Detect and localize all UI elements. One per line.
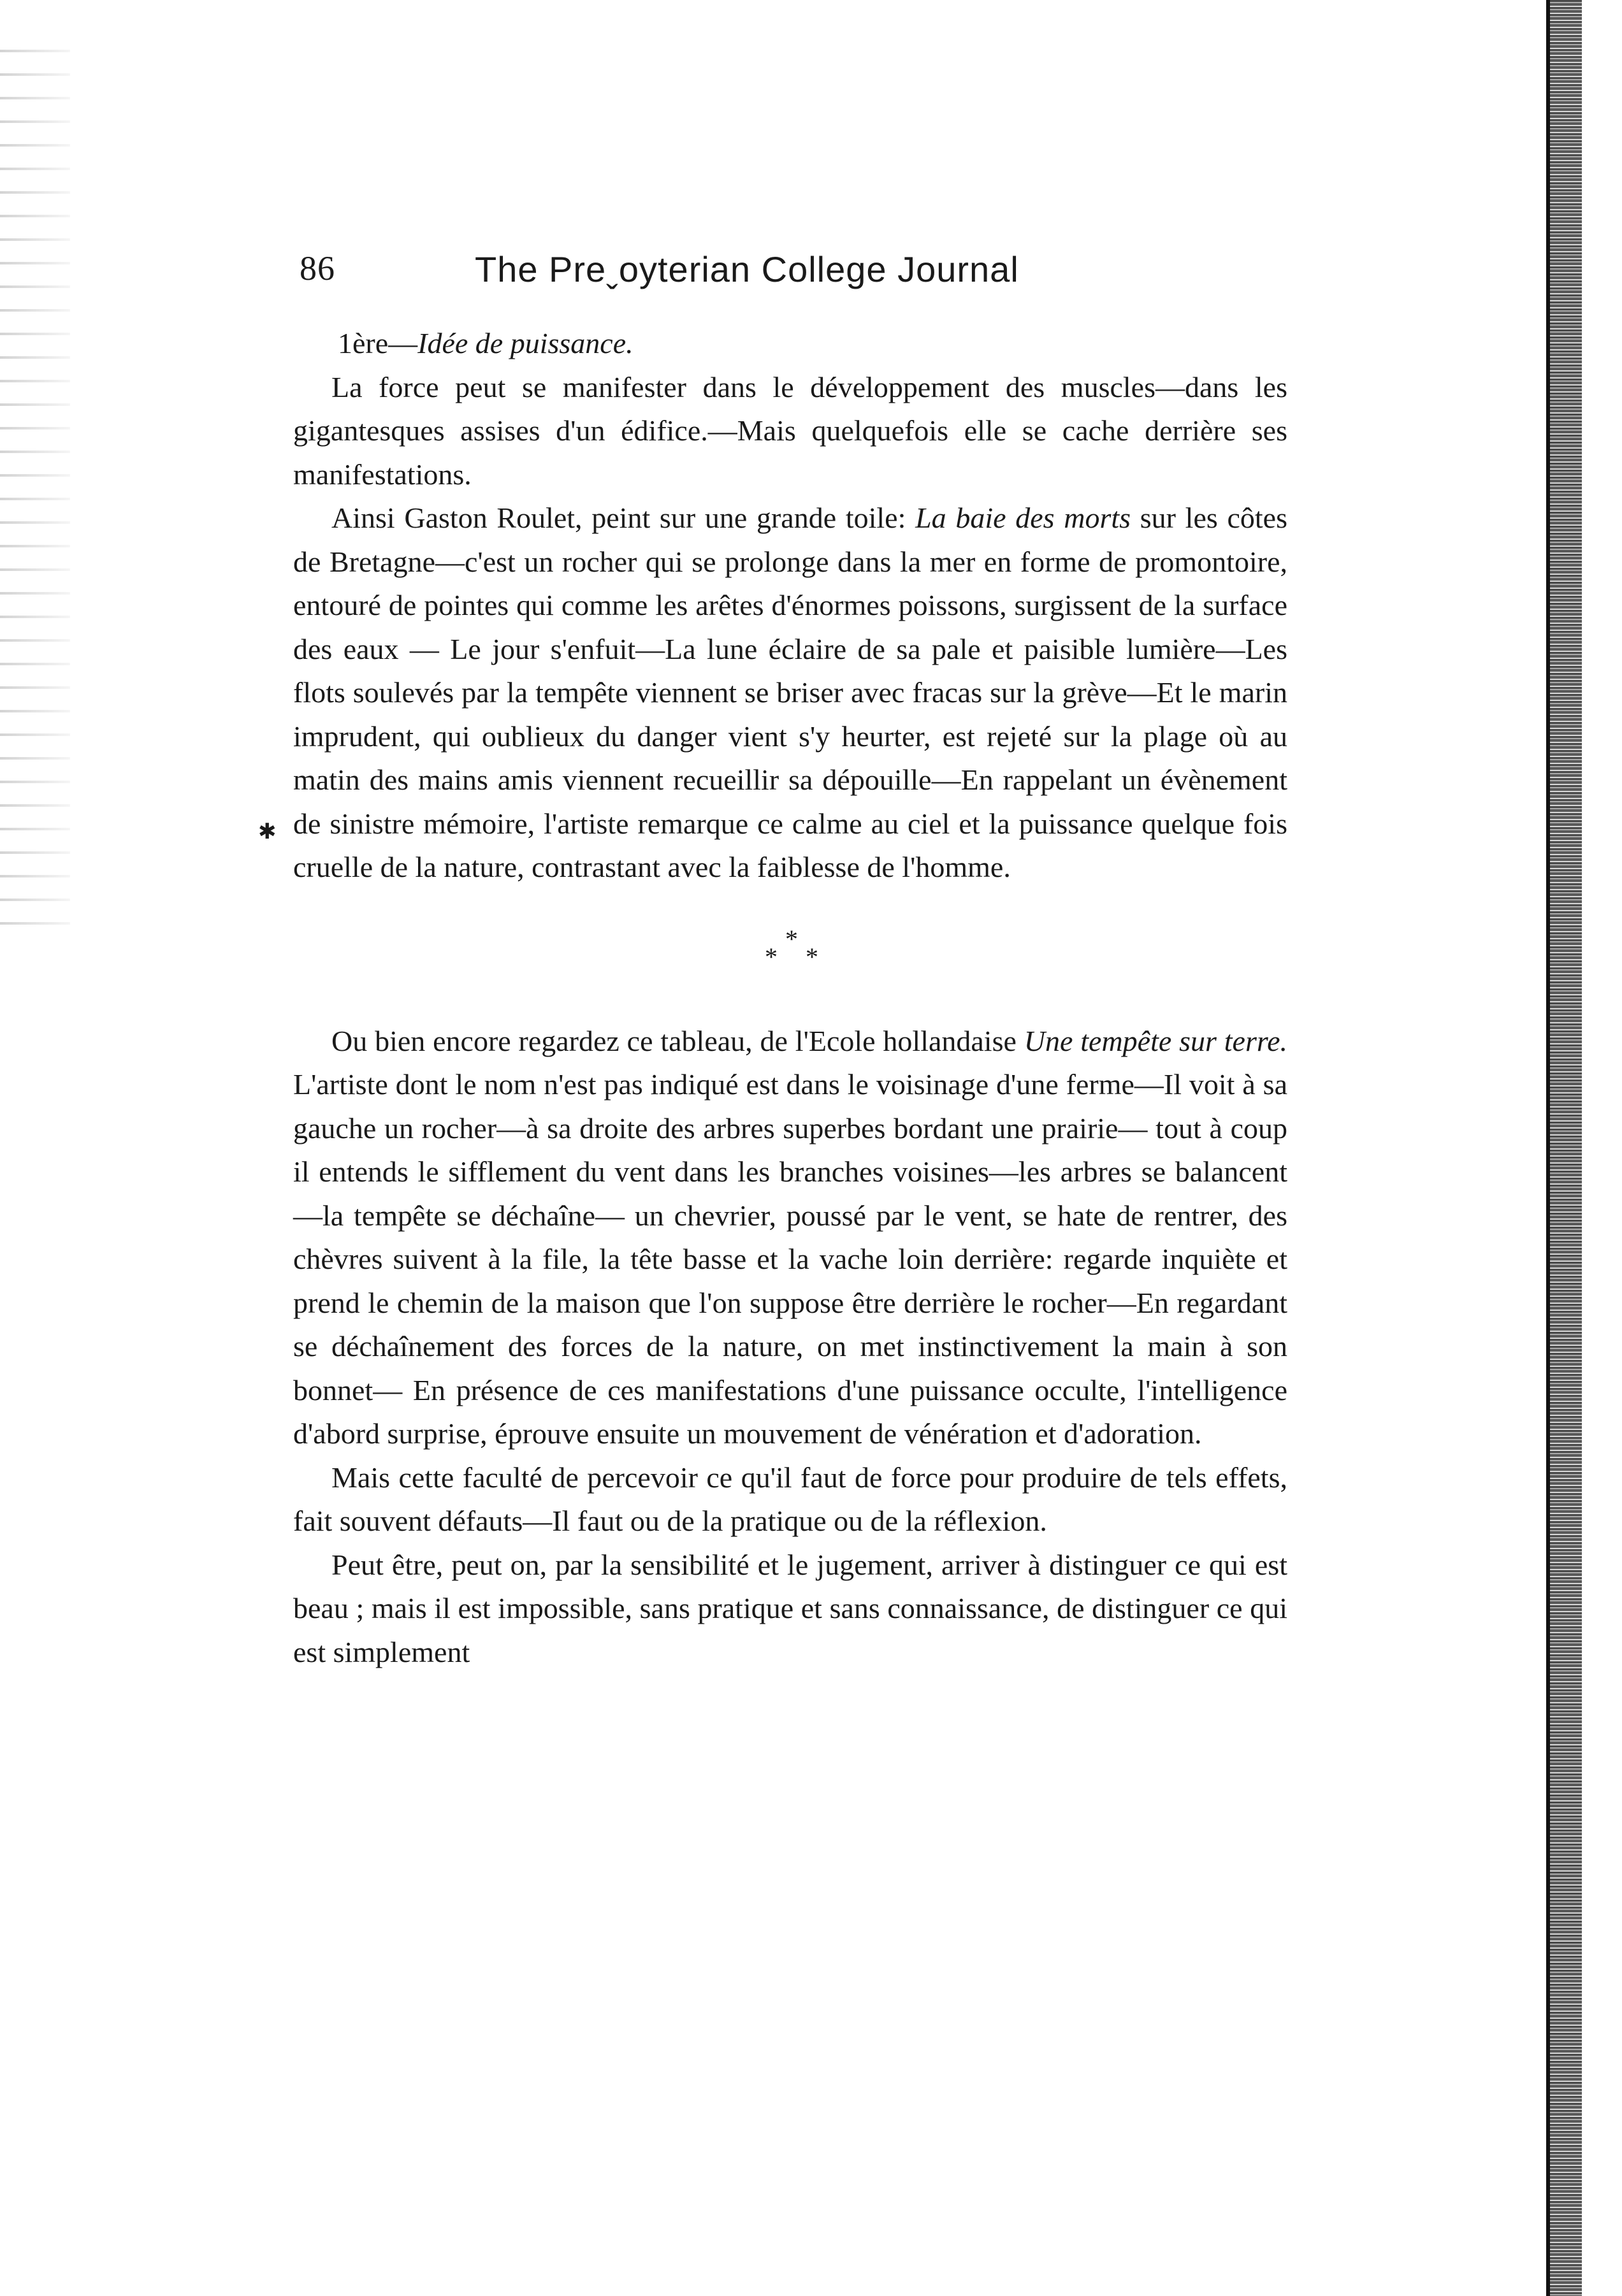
paragraph-2-rest: sur les côtes de Bretagne—c'est un rocher qui se prolonge dans la mer en forme de promontoire, entouré de pointes qui comme les arêtes d'énormes poissons, surgissent de la surface des eaux — Le jour s'enfuit—La lune éclaire de sa pale et paisible lumière—Les flots soulevés par la tempête viennent se briser avec fracas sur la grève—Et le marin imprudent, qui oublieux du danger vient s'y heurter, est rejeté sur la plage où au matin des mains amis viennent recueillir sa dépouille—En rappelant un évènement de sinistre mémoire, l'artiste remarque ce calme au ciel et la puissance quelque fois cruelle de la nature, contrastant avec la faiblesse de l'homme. [293,502,1287,883]
running-title: The Preˬoyterian College Journal [475,249,1019,289]
article-body [293,322,1287,1674]
paragraph-3 [293,1020,1287,1456]
scan-margin-left [0,38,70,930]
paragraph-2 [293,496,1287,890]
section-label-prefix: 1ère— [338,327,418,359]
paragraph-4: Mais cette faculté de percevoir ce qu'il faut de force pour produire de tels effets, fait souvent défauts—Il faut ou de la pratique ou de la réflexion. [293,1461,1287,1537]
margin-mark: ✱ [258,820,277,844]
page-header [300,249,1128,300]
painting-title-1: La baie des morts [915,502,1131,534]
asterism-right-star: * [806,942,818,971]
paragraph-5: Peut être, peut on, par la sensibilité et le jugement, arriver à distinguer ce qui est beau ; mais il est impossible, sans pratique et sans connaissance, de distinguer ce qui est simplement [293,1548,1287,1668]
asterism-top-star: * [785,924,798,953]
painting-title-2: Une tempête sur terre. [1024,1024,1287,1057]
scan-binding-edge [1541,0,1586,2296]
paragraph-3-lead: Ou bien encore regardez ce tableau, de l'Ecole hollandaise [331,1024,1024,1057]
section-break-asterism [293,925,1287,983]
section-heading [293,322,1287,366]
section-label-italic: Idée de puissance. [417,327,634,359]
paragraph-1: La force peut se manifester dans le développement des muscles—dans les gigantesques assises d'un édifice.—Mais quelquefois elle se cache derrière ses manifestations. [293,370,1287,491]
paragraph-3-rest: L'artiste dont le nom n'est pas indiqué est dans le voisinage d'une ferme—Il voit à sa gauche un rocher—à sa droite des arbres superbes bordant une prairie— tout à coup il entends le sifflement du vent dans les branches voisines—les arbres se balancent—la tempête se déchaîne— un chevrier, poussé par le vent, se hate de rentrer, des chèvres suivent à la file, la tête basse et la vache loin derrière: regarde inquiète et prend le chemin de la maison que l'on suppose être derrière le rocher—En regardant se déchaînement des forces de la nature, on met instinctivement la main à son bonnet— En présence de ces manifestations d'une puissance occulte, l'intelligence d'abord surprise, éprouve ensuite un mouvement de vénération et d'adoration. [293,1068,1287,1450]
binding-texture [1550,0,1582,2296]
asterism-left-star: * [765,942,778,971]
page-number: 86 [300,249,335,287]
paragraph-2-lead: Ainsi Gaston Roulet, peint sur une grande toile: [331,502,916,534]
